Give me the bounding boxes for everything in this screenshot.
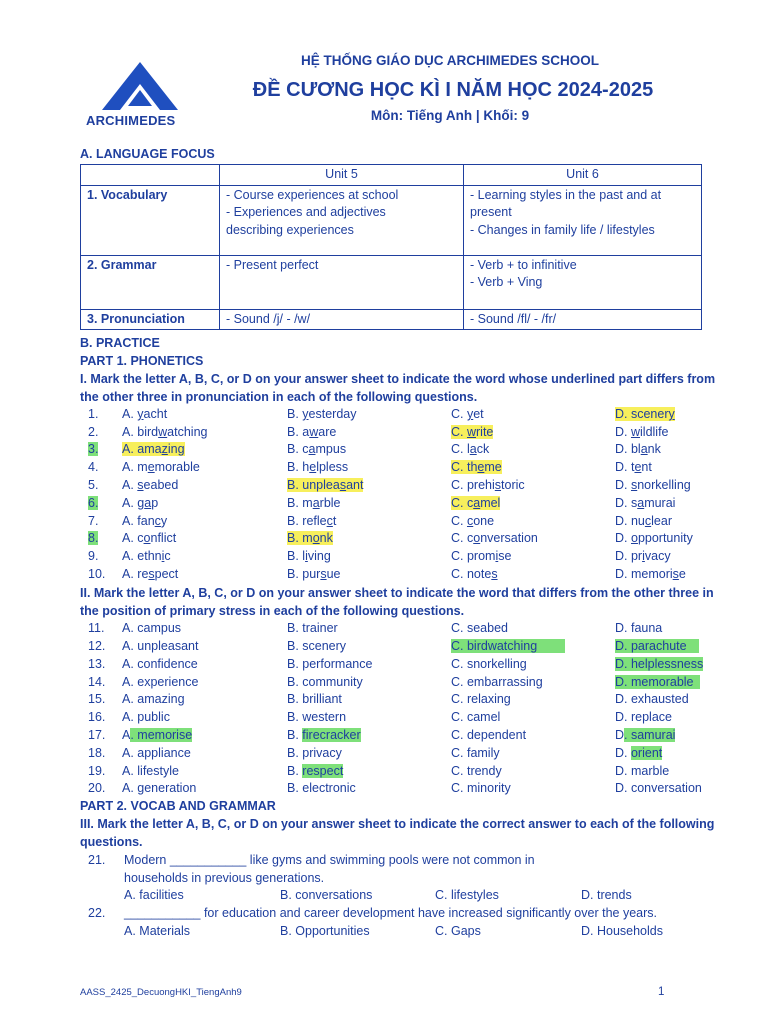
cell-unit5: - Course experiences at school - Experiences and adjectives describing experiences xyxy=(220,185,464,255)
instruction-2: II. Mark the letter A, B, C, or D on your answer sheet to indicate the word that differs from the other three in the position of primary stress in each of the following questions. xyxy=(80,586,714,618)
option: C. Gaps xyxy=(435,924,481,938)
cell-unit6: - Verb + to infinitive - Verb + Ving xyxy=(464,255,702,309)
part1-heading: PART 1. PHONETICS xyxy=(80,354,204,368)
logo-text: ARCHIMEDES xyxy=(86,113,176,128)
question-21-number: 21. xyxy=(88,853,106,867)
instruction-1: I. Mark the letter A, B, C, or D on your answer sheet to indicate the word whose underlined part differs from the other three in pronunciation in each of the following questions. xyxy=(80,372,716,404)
cell-unit6: - Learning styles in the past and at present - Changes in family life / lifestyles xyxy=(464,185,702,255)
header-unit5: Unit 5 xyxy=(220,165,464,186)
option: D. Households xyxy=(581,924,663,938)
footer-code: AASS_2425_DecuongHKI_TiengAnh9 xyxy=(80,987,242,998)
option: D. trends xyxy=(581,888,632,902)
section-a-heading: A. LANGUAGE FOCUS xyxy=(80,147,215,161)
question-22-stem: ___________ for education and career development have increased significantly over the years. xyxy=(124,906,657,920)
cell-unit5: - Present perfect xyxy=(220,255,464,309)
row-label: 2. Grammar xyxy=(81,255,220,309)
option: B. Opportunities xyxy=(280,924,370,938)
option: A. Materials xyxy=(124,924,190,938)
header-unit6: Unit 6 xyxy=(464,165,702,186)
part2-heading: PART 2. VOCAB AND GRAMMAR xyxy=(80,799,276,813)
question-22-number: 22. xyxy=(88,906,106,920)
cell-unit5: - Sound /j/ - /w/ xyxy=(220,309,464,330)
table-corner xyxy=(81,165,220,186)
option: C. lifestyles xyxy=(435,888,499,902)
question-1: 1. xyxy=(88,407,99,421)
cell-unit6: - Sound /fl/ - /fr/ xyxy=(464,309,702,330)
question-21-stem-cont: households in previous generations. xyxy=(124,871,325,885)
question-21-stem: Modern ___________ like gyms and swimming pools were not common in xyxy=(124,853,535,867)
section-b-heading: B. PRACTICE xyxy=(80,336,160,350)
option: A. facilities xyxy=(124,888,184,902)
school-name: HỆ THỐNG GIÁO DỤC ARCHIMEDES SCHOOL xyxy=(300,53,599,68)
instruction-3: III. Mark the letter A, B, C, or D on your answer sheet to indicate the correct answer to each of the following questions. xyxy=(80,817,715,849)
option: B. conversations xyxy=(280,888,373,902)
row-label: 1. Vocabulary xyxy=(81,185,220,255)
row-label: 3. Pronunciation xyxy=(81,309,220,330)
language-focus-table xyxy=(80,164,702,330)
subject-line: Môn: Tiếng Anh | Khối: 9 xyxy=(370,108,530,123)
page-title: ĐỀ CƯƠNG HỌC KÌ I NĂM HỌC 2024-2025 xyxy=(252,79,654,101)
page-number: 1 xyxy=(658,986,665,998)
